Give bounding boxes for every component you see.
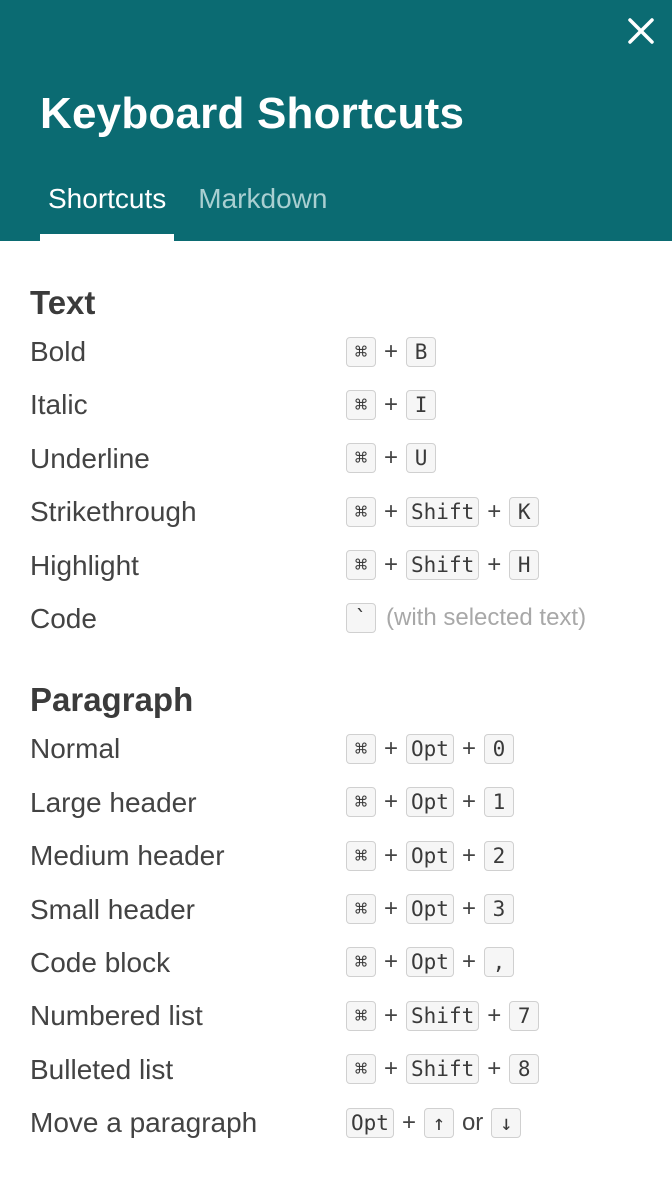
key-separator: + xyxy=(384,734,399,762)
key-cap: ⌘ xyxy=(346,497,376,527)
shortcut-label: Highlight xyxy=(30,549,139,581)
shortcut-label: Code block xyxy=(30,946,171,978)
shortcut-row xyxy=(30,1096,672,1149)
key-cap: Opt xyxy=(406,787,454,817)
shortcut-row xyxy=(30,432,672,485)
shortcut-keys xyxy=(346,592,586,645)
key-cap: ⌘ xyxy=(346,443,376,473)
key-separator: + xyxy=(487,1001,502,1029)
key-cap: 2 xyxy=(484,841,514,871)
key-cap: B xyxy=(406,337,436,367)
key-separator: + xyxy=(384,841,399,869)
shortcut-row xyxy=(30,378,672,431)
key-cap: H xyxy=(509,550,539,580)
key-cap: U xyxy=(406,443,436,473)
close-icon xyxy=(620,10,662,52)
shortcut-keys xyxy=(346,936,522,989)
shortcuts-list xyxy=(0,241,672,1149)
key-separator: + xyxy=(487,551,502,579)
key-cap: K xyxy=(509,497,539,527)
key-separator: + xyxy=(401,1108,416,1136)
key-separator: + xyxy=(461,895,476,923)
key-separator: + xyxy=(384,551,399,579)
shortcut-label: Underline xyxy=(30,442,150,474)
key-cap: Shift xyxy=(406,550,479,580)
shortcut-keys xyxy=(346,378,444,431)
shortcut-row xyxy=(30,989,672,1042)
shortcut-row xyxy=(30,829,672,882)
key-separator: or xyxy=(461,1108,484,1136)
shortcut-label: Strikethrough xyxy=(30,496,197,528)
shortcut-keys xyxy=(346,1096,529,1149)
key-separator: + xyxy=(384,788,399,816)
key-cap: Opt xyxy=(406,894,454,924)
key-separator: + xyxy=(461,841,476,869)
shortcut-label: Move a paragraph xyxy=(30,1107,258,1139)
key-separator: + xyxy=(461,948,476,976)
shortcut-label: Bulleted list xyxy=(30,1053,174,1085)
key-separator: + xyxy=(384,1001,399,1029)
shortcut-keys xyxy=(346,1043,547,1096)
key-separator: + xyxy=(384,390,399,418)
key-cap: I xyxy=(406,390,436,420)
shortcut-keys xyxy=(346,325,444,378)
shortcut-row xyxy=(30,325,672,378)
key-separator: + xyxy=(384,444,399,472)
shortcut-label: Small header xyxy=(30,893,195,925)
shortcut-row xyxy=(30,592,672,645)
key-separator: + xyxy=(384,497,399,525)
key-separator: + xyxy=(487,497,502,525)
shortcut-keys xyxy=(346,883,522,936)
section-text xyxy=(30,281,672,645)
key-separator: + xyxy=(461,788,476,816)
key-separator: + xyxy=(384,948,399,976)
shortcut-row xyxy=(30,776,672,829)
key-cap: Opt xyxy=(406,841,454,871)
key-cap: ⌘ xyxy=(346,390,376,420)
key-cap: , xyxy=(484,947,514,977)
page-title: Keyboard Shortcuts xyxy=(40,89,465,138)
key-cap: 0 xyxy=(484,734,514,764)
shortcut-keys xyxy=(346,989,547,1042)
tab-shortcuts[interactable]: Shortcuts xyxy=(40,161,174,241)
key-separator: + xyxy=(384,337,399,365)
key-cap: ⌘ xyxy=(346,841,376,871)
key-cap: ` xyxy=(346,603,376,633)
shortcut-row xyxy=(30,936,672,989)
shortcut-keys xyxy=(346,776,522,829)
shortcut-keys xyxy=(346,485,547,538)
shortcut-row xyxy=(30,722,672,775)
shortcut-row xyxy=(30,485,672,538)
shortcut-label: Normal xyxy=(30,733,121,765)
key-cap: 7 xyxy=(509,1001,539,1031)
key-separator: + xyxy=(384,895,399,923)
shortcut-keys xyxy=(346,432,444,485)
key-cap: Shift xyxy=(406,1001,479,1031)
key-cap: 8 xyxy=(509,1054,539,1084)
shortcut-note: (with selected text) xyxy=(386,604,587,632)
key-cap: 3 xyxy=(484,894,514,924)
shortcut-label: Numbered list xyxy=(30,1000,203,1032)
key-cap: ⌘ xyxy=(346,1054,376,1084)
key-cap: Opt xyxy=(346,1108,394,1138)
key-cap: ⌘ xyxy=(346,947,376,977)
key-separator: + xyxy=(384,1055,399,1083)
key-cap: Opt xyxy=(406,947,454,977)
section-title: Paragraph xyxy=(30,681,194,719)
key-cap: ⌘ xyxy=(346,1001,376,1031)
key-cap: ⌘ xyxy=(346,550,376,580)
shortcut-label: Large header xyxy=(30,786,197,818)
tab-markdown[interactable]: Markdown xyxy=(198,183,328,214)
shortcut-row xyxy=(30,1043,672,1096)
shortcut-row xyxy=(30,883,672,936)
tab-bar xyxy=(40,161,335,241)
key-cap: 1 xyxy=(484,787,514,817)
key-cap: Opt xyxy=(406,734,454,764)
key-separator: + xyxy=(461,734,476,762)
section-paragraph xyxy=(30,678,672,1149)
key-cap: ↑ xyxy=(424,1108,454,1138)
close-button[interactable] xyxy=(620,10,662,52)
shortcut-label: Italic xyxy=(30,389,88,421)
shortcut-label: Medium header xyxy=(30,840,225,872)
modal-header xyxy=(0,0,672,241)
shortcut-keys xyxy=(346,539,547,592)
shortcut-label: Code xyxy=(30,602,97,634)
key-cap: Shift xyxy=(406,1054,479,1084)
section-title: Text xyxy=(30,284,96,321)
shortcut-keys xyxy=(346,829,522,882)
shortcut-keys xyxy=(346,722,522,775)
key-separator: + xyxy=(487,1055,502,1083)
key-cap: ⌘ xyxy=(346,337,376,367)
shortcut-label: Bold xyxy=(30,336,87,367)
key-cap: ⌘ xyxy=(346,787,376,817)
key-cap: ⌘ xyxy=(346,894,376,924)
shortcut-row xyxy=(30,539,672,592)
key-cap: ↓ xyxy=(491,1108,521,1138)
key-cap: ⌘ xyxy=(346,734,376,764)
key-cap: Shift xyxy=(406,497,479,527)
